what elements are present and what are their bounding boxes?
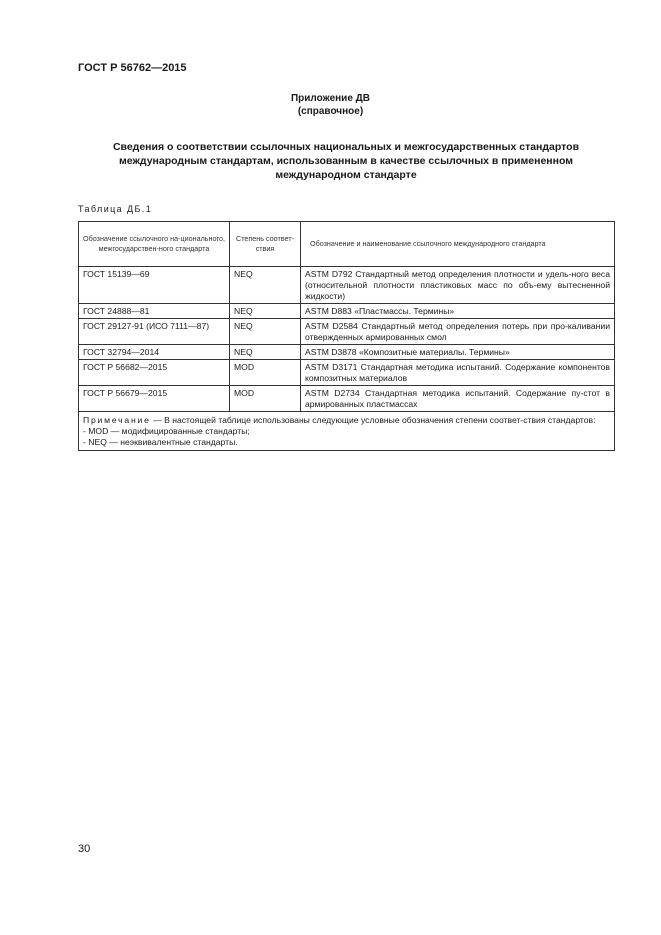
- cell-degree: MOD: [230, 386, 301, 412]
- note-label: Примечание: [83, 415, 151, 425]
- header-degree: Степень соответ-ствия: [230, 222, 301, 267]
- cell-degree: MOD: [230, 360, 301, 386]
- header-national-standard: Обозначение ссылочного на-ционального, межгосударствен-ного стандарта: [79, 222, 230, 267]
- cell-intl: ASTM D2584 Стандартный метод определения потерь при про-каливании отвержденных армированных смол: [301, 319, 615, 345]
- table-note-row: [79, 412, 615, 451]
- table-row: [79, 304, 615, 319]
- annex-heading: [0, 92, 661, 118]
- table-header-row: [79, 222, 615, 267]
- cell-standard: ГОСТ Р 56679—2015: [79, 386, 230, 412]
- table-row: [79, 319, 615, 345]
- table-row: [79, 267, 615, 304]
- correspondence-table: [78, 221, 615, 451]
- cell-standard: ГОСТ 24888—81: [79, 304, 230, 319]
- page-number: 30: [78, 843, 91, 855]
- table-row: [79, 360, 615, 386]
- cell-degree: NEQ: [230, 267, 301, 304]
- note-item: - NEQ — неэквивалентные стандарты.: [83, 437, 238, 447]
- document-title: [78, 140, 614, 182]
- table-row: [79, 345, 615, 360]
- annex-title: Приложение ДВ: [290, 93, 371, 104]
- note-text: — В настоящей таблице использованы следующие условные обозначения степени соответ-ствия стандартов:: [150, 415, 596, 425]
- document-title-line-1: Сведения о соответствии ссылочных национальных и межгосударственных стандартов: [112, 141, 580, 153]
- cell-intl: ASTM D2734 Стандартная методика испытаний. Содержание пу-стот в армированных пластмассах: [301, 386, 615, 412]
- cell-degree: NEQ: [230, 345, 301, 360]
- annex-subtitle: (справочное): [297, 106, 364, 117]
- cell-intl: ASTM D792 Стандартный метод определения плотности и удель-ного веса (относительной плотности пластиковых масс по объ-ему вытесненной жидкости): [301, 267, 615, 304]
- note-item: - MOD — модифицированные стандарты;: [83, 426, 250, 436]
- correspondence-table-container: [78, 221, 614, 451]
- cell-degree: NEQ: [230, 319, 301, 345]
- cell-degree: NEQ: [230, 304, 301, 319]
- header-international-standard: Обозначение и наименование ссылочного международного стандарта: [301, 222, 615, 267]
- table-note: [79, 412, 615, 451]
- document-title-line-3: международном стандарте: [275, 169, 417, 181]
- cell-standard: ГОСТ 32794—2014: [79, 345, 230, 360]
- document-title-line-2: международным стандартам, использованным в качестве ссылочных в примененном: [118, 155, 574, 167]
- table-caption: Таблица ДБ.1: [78, 204, 153, 214]
- cell-standard: ГОСТ 15139—69: [79, 267, 230, 304]
- cell-intl: ASTM D883 «Пластмассы. Термины»: [301, 304, 615, 319]
- cell-intl: ASTM D3171 Стандартная методика испытаний. Содержание компонентов композитных материалов: [301, 360, 615, 386]
- table-row: [79, 386, 615, 412]
- cell-intl: ASTM D3878 «Композитные материалы. Термины»: [301, 345, 615, 360]
- cell-standard: ГОСТ Р 56682—2015: [79, 360, 230, 386]
- page-header-standard: ГОСТ Р 56762—2015: [78, 62, 187, 74]
- note-paragraph: [83, 415, 610, 426]
- cell-standard: ГОСТ 29127-91 (ИСО 7111—87): [79, 319, 230, 345]
